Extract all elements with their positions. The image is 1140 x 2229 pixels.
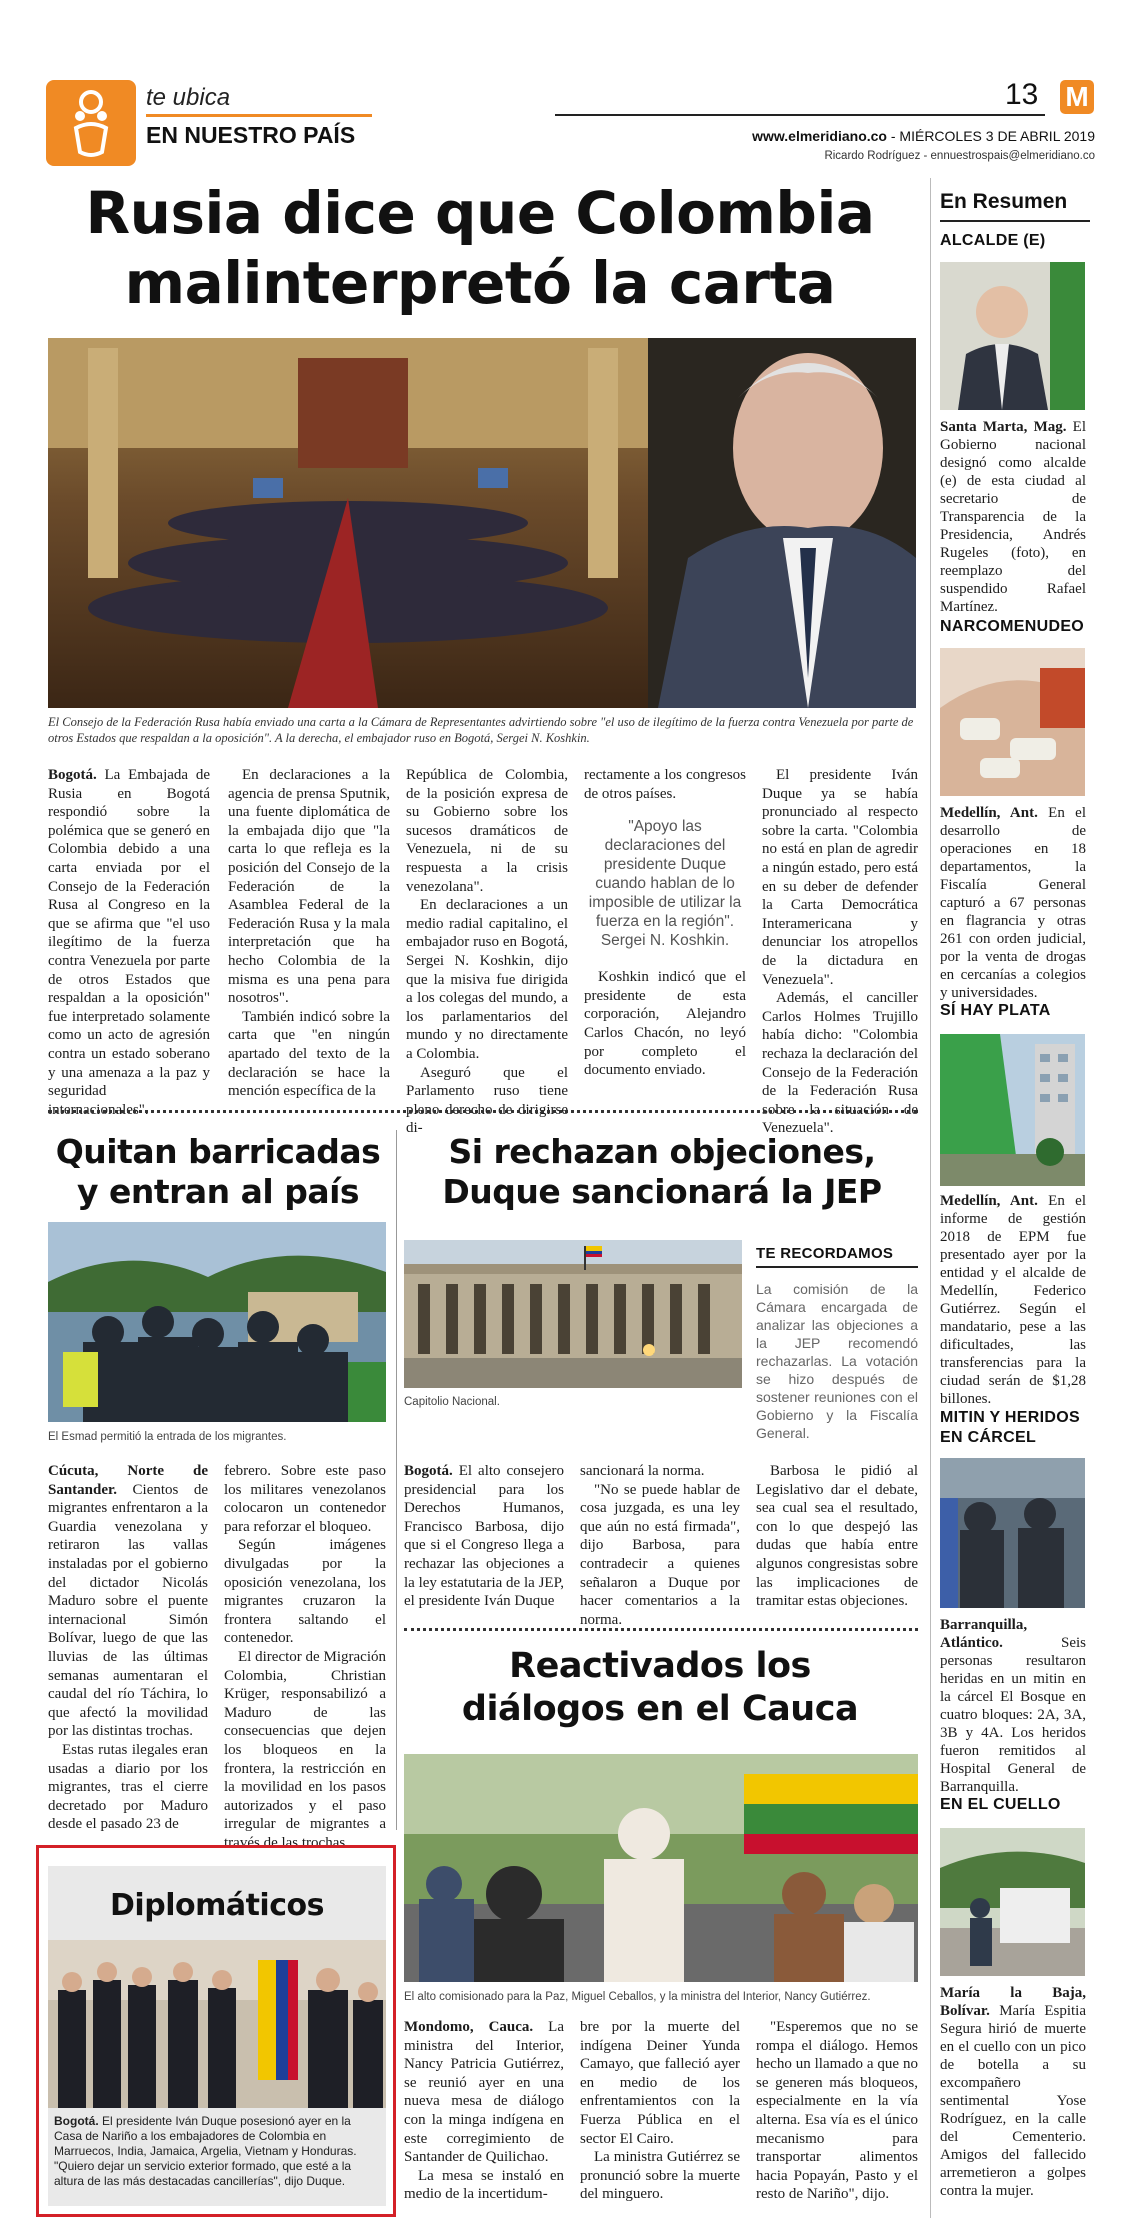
site-url[interactable]: www.elmeridiano.co — [752, 128, 887, 144]
sidebar-body-narcomenudeo: En el desarrollo de operaciones en 18 departamentos, la Fiscalía General capturó a 67 personas en flagrancia y otras 261 con orden judicial, por la venta de drogas en cercanías a colegios y universidades. — [940, 805, 1086, 1001]
sidebar-text-plata — [940, 1192, 1086, 1408]
sidebar-rule — [930, 178, 931, 2218]
byline: Ricardo Rodríguez - ennuestrospais@elmeridiano.co — [824, 150, 1095, 162]
main-col5-p2: Además, el canciller Carlos Holmes Trujillo había dicho: "Colombia rechaza la declaración del Consejo de la Federación de la Federación Rusa sobre la situación de Venezuela". — [762, 990, 918, 1137]
cauca-col2-p1: bre por la muerte del indígena Deiner Yunda Camayo, que falleció ayer en medio de los enfrentamientos con la Fuerza Pública en el sector El Cairo. — [580, 2019, 740, 2147]
narcomenudeo-photo — [940, 648, 1085, 796]
jep-divider — [404, 1628, 918, 1631]
main-col-1 — [48, 766, 210, 1118]
main-col4-p2: Koshkin indicó que el presidente de esta corporación, Alejandro Carlos Chacón, no leyó por completo el documento enviado. — [584, 969, 746, 1079]
diplomaticos-body: El presidente Iván Duque posesionó ayer en la Casa de Nariño a los embajadores de Colombia en Marruecos, India, Jamaica, Argelia, Vietnam y Honduras. "Quiero dejar un servicio exterior formado, que esté a la altura de las más destacadas cancillerías", dijo Duque. — [54, 2114, 357, 2188]
alcalde-photo — [940, 262, 1085, 410]
barricadas-col-1 — [48, 1462, 208, 1834]
jep-col-1 — [404, 1462, 564, 1620]
barricadas-lead: Cúcuta, Norte de Santander. — [48, 1463, 208, 1498]
sidebar-lead-cuello: María la Baja, Bolívar. — [940, 1985, 1086, 2019]
recordamos-text: La comisión de la Cámara encargada de analizar las objeciones a la JEP recomendó rechazarlas. La votación se hizo después de sostener reuniones con el Gobierno y la Fiscalía General. — [756, 1281, 918, 1441]
main-col5-p1: El presidente Iván Duque ya se había pronunciado al respecto sobre la carta. "Colombia no está en plan de agredir a ningún estado, pero está en su deber de defender la Carta Democrática Interamericana y denunciar los atropellos de la dictadura en Venezuela". — [762, 767, 918, 988]
barricadas-headline: Quitan barricadas y entran al país — [55, 1132, 381, 1211]
section-label-small: te ubica — [146, 84, 231, 111]
jep-lead: Bogotá. — [404, 1463, 453, 1479]
map-pin-icon — [46, 80, 136, 166]
main-col2-p1: En declaraciones a la agencia de prensa Sputnik, una fuente diplomática de la embajada dijo que "la carta lo que refleja es la posición del Consejo de la Federación de la Asamblea Federal de la Federación Rusa y la mala interpretación que ha hecho Colombia de la misma es una pena para nosotros". — [228, 767, 390, 1007]
dateline — [715, 128, 1095, 144]
sidebar-lead-plata: Medellín, Ant. — [940, 1193, 1038, 1209]
main-col4-p1: rectamente a los congresos de otros países. — [584, 767, 746, 802]
jep-col2-p1: sancionará la norma. — [580, 1463, 705, 1479]
cauca-col1-p1: La ministra del Interior, Nancy Patricia Gutiérrez, se reunió ayer en una nueva mesa de diálogo con la minga indígena en este corregimiento de Santander de Quilichao. — [404, 2019, 564, 2166]
main-headline — [40, 178, 920, 318]
capitolio-caption: Capitolio Nacional. — [404, 1396, 500, 1408]
section-vertical-rule — [396, 1130, 397, 1830]
main-col3-p1: República de Colombia, de la posición expresa de su Gobierno sobre los sucesos dramáticos de Venezuela, ni de su respuesta a la crisis venezolana". — [406, 767, 568, 895]
recordamos-rule — [756, 1266, 918, 1268]
main-col1-text: La Embajada de Rusia en Bogotá respondió sobre la polémica que se generó en Colombia debido a una carta enviada por el Consejo de la Federación Rusa al Congreso en la que se afirma que "el uso ilegítimo de la fuerza contra Venezuela por parte de otros Estados que respaldan a la oposición" fue interpretado solamente como un acto de agresión contra un estado soberano y una amenaza a la paz y seguridad internacionales". — [48, 767, 210, 1118]
recordamos-title: TE RECORDAMOS — [756, 1245, 894, 1262]
cauca-caption: El alto comisionado para la Paz, Miguel Ceballos, y la ministra del Interior, Nancy Gutiérrez. — [404, 1991, 871, 2003]
sidebar-text-narcomenudeo — [940, 804, 1086, 1002]
main-headline-line2: malinterpretó la carta — [124, 249, 836, 317]
main-col-3 — [406, 766, 568, 1137]
header-rule — [555, 114, 1045, 116]
pull-quote: "Apoyo las declaraciones del presidente Duque cuando hablan de lo imposible de utilizar la fuerza en la región". Sergei N. Koshkin. — [588, 818, 742, 950]
sidebar-text-cuello — [940, 1984, 1086, 2200]
main-col-2 — [228, 766, 390, 1106]
barricadas-col2-p2: Según imágenes divulgadas por la oposición venezolana, los migrantes cruzaron la frontera saltando el contenedor. — [224, 1537, 386, 1647]
main-col-4 — [584, 766, 746, 1106]
carcel-photo — [940, 1458, 1085, 1608]
sidebar-lead-narcomenudeo: Medellín, Ant. — [940, 805, 1038, 821]
sidebar-title-rule — [940, 220, 1090, 222]
sidebar-title: En Resumen — [940, 190, 1068, 213]
sidebar-lead-mitin: Barranquilla, Atlántico. — [940, 1617, 1028, 1651]
sidebar-body-mitin: Seis personas resultaron heridas en un mitin en la cárcel El Bosque en cuatro bloques: 2A, 3A, 3B y 4A. Los heridos fueron remitidos al Hospital General de Barranquilla. — [940, 1635, 1086, 1795]
cauca-photo — [404, 1754, 918, 1982]
main-col-5 — [762, 766, 918, 1137]
jep-headline: Si rechazan objeciones, Duque sancionará la JEP — [442, 1132, 882, 1211]
cauca-col2-p2: La ministra Gutiérrez se pronunció sobre la muerte del minguero. — [580, 2149, 740, 2203]
main-headline-line1: Rusia dice que Colombia — [85, 179, 875, 247]
diplomaticos-text — [54, 2114, 382, 2189]
section-label-big: EN NUESTRO PAÍS — [146, 122, 356, 148]
sidebar-heading-alcalde: ALCALDE (E) — [940, 232, 1046, 249]
jep-col-3 — [756, 1462, 918, 1620]
cauca-headline: Reactivados los diálogos en el Cauca — [461, 1646, 859, 1729]
sidebar-body-cuello: María Espitia Segura hirió de muerte en el cuello con un pico de botella a su excompañero sentimental Yose Rodríguez, en la calle del Cementerio. Amigos del fallecido arremetieron a golpes contra la mujer. — [940, 2003, 1086, 2199]
diplomaticos-headline: Diplomáticos — [110, 1888, 324, 1923]
cauca-col-3 — [756, 2018, 918, 2228]
diplomaticos-lead: Bogotá. — [54, 2114, 99, 2128]
sidebar-heading-cuello: EN EL CUELLO — [940, 1796, 1061, 1813]
jep-col1-text: El alto consejero presidencial para los Derechos Humanos, Francisco Barbosa, dijo que si el Congreso llega a rechazar las objeciones a la ley estatutaria de la JEP, el presidente Iván Duque — [404, 1463, 564, 1610]
orange-rule — [146, 114, 372, 117]
sidebar-text-mitin — [940, 1616, 1086, 1796]
cauca-col3-p1: "Esperemos que no se rompa el diálogo. Hemos hecho un llamado a que no se generen más bloqueos, especialmente en la vía alterna. Esa vía es el único mecanismo para transportar alimentos hacia Popayán, Pasto y el resto de Nariño", dijo. — [756, 2019, 918, 2203]
sidebar-text-alcalde — [940, 418, 1086, 616]
cuello-photo — [940, 1828, 1085, 1976]
jep-col-2 — [580, 1462, 740, 1628]
jep-col2-p2: "No se puede hablar de cosa juzgada, es una ley que aún no está firmada", dijo Barbosa, para contradecir a quienes señalaron a Duque por hacer comentarios a la norma. — [580, 1481, 740, 1628]
cauca-col-2 — [580, 2018, 740, 2228]
main-lead: Bogotá. — [48, 767, 97, 783]
date: - MIÉRCOLES 3 DE ABRIL 2019 — [890, 128, 1095, 144]
diplomaticos-photo — [48, 1940, 386, 2108]
congress-photo — [48, 338, 916, 708]
sidebar-body-alcalde: El Gobierno nacional designó como alcalde (e) de esta ciudad al secretario de Transparencia de la Presidencia, Andrés Rugeles (foto), en reemplazo del suspendido Rafael Martínez. — [940, 419, 1086, 615]
sidebar-body-plata: En el informe de gestión 2018 de EPM fue presentado ayer por la entidad y el alcalde de Medellín, Federico Gutiérrez. Según el mandatario, pese a las dificultades, las transferencias para la ciudad serán de $1,28 billones. — [940, 1193, 1086, 1407]
brand-logo — [1060, 80, 1094, 114]
page-number: 13 — [1005, 78, 1039, 111]
sidebar-heading-plata: SÍ HAY PLATA — [940, 1002, 1051, 1019]
barricadas-col2-p1: febrero. Sobre este paso los militares venezolanos colocaron un contenedor para reforzar el bloqueo. — [224, 1463, 386, 1535]
jep-col3-p1: Barbosa le pidió al Legislativo dar el debate, sea cual sea el resultado, con lo que despejó las dudas que había entre algunos congresistas sobre las implicaciones de tramitar estas objeciones. — [756, 1463, 918, 1610]
cauca-col-1 — [404, 2018, 564, 2228]
main-col2-p2: También indicó sobre la carta que "en ningún apartado del texto de la declaración se hace la mención específica de la — [228, 1008, 390, 1100]
section-logo — [46, 80, 136, 166]
barricadas-col1-p2: Estas rutas ilegales eran usadas a diario por los migrantes, tras el cierre decretado por Maduro desde el pasado 23 de — [48, 1741, 208, 1833]
capitolio-photo — [404, 1240, 742, 1388]
barricadas-photo — [48, 1222, 386, 1422]
main-col3-p2: En declaraciones a un medio radial capitalino, el embajador ruso en Bogotá, Sergei N. Koshkin, dijo que la misiva fue dirigida a los colegas del mundo, a los parlamentarios del mundo y no directamente a Colombia. — [406, 897, 568, 1062]
sidebar-heading-narcomenudeo: NARCOMENUDEO — [940, 618, 1085, 635]
epm-photo — [940, 1034, 1085, 1186]
barricadas-col2-p3: El director de Migración Colombia, Christian Krüger, responsabilizó a Maduro de las consecuencias que dejen los bloqueos en la frontera, la restricción en la movilidad en los pasos autorizados y el paso irregular de migrantes a través de las trochas. — [224, 1648, 386, 1851]
barricadas-col-2 — [224, 1462, 386, 1851]
main-divider — [48, 1110, 918, 1113]
main-col3-p3: Aseguró que el Parlamento ruso tiene pleno derecho de dirigirse di- — [406, 1064, 568, 1137]
sidebar-heading-mitin: MITIN Y HERIDOS EN CÁRCEL — [940, 1409, 1080, 1446]
cauca-col1-p2: La mesa se instaló en medio de la incertidum- — [404, 2167, 564, 2203]
brand-logo-letter: M — [1065, 81, 1089, 112]
main-caption: El Consejo de la Federación Rusa había enviado una carta a la Cámara de Representantes advirtiendo sobre "el uso de ilegítimo de la fuerza contra Venezuela por parte de otros Estados que respaldan a la oposición". A la derecha, el embajador ruso en Bogotá, Sergei N. Koshkin. — [48, 715, 914, 745]
cauca-lead: Mondomo, Cauca. — [404, 2019, 534, 2035]
sidebar-lead-alcalde: Santa Marta, Mag. — [940, 419, 1067, 435]
barricadas-caption: El Esmad permitió la entrada de los migrantes. — [48, 1431, 287, 1443]
barricadas-col1-p1: Cientos de migrantes enfrentaron a la Guardia venezolana y retiraron las vallas instaladas por el gobierno del dictador Nicolás Maduro sobre el puente internacional Simón Bolívar, luego de que las lluvias de las últimas semanas aumentaran el caudal del río Táchira, lo que afectó la movilidad por las distintas trochas. — [48, 1481, 208, 1740]
